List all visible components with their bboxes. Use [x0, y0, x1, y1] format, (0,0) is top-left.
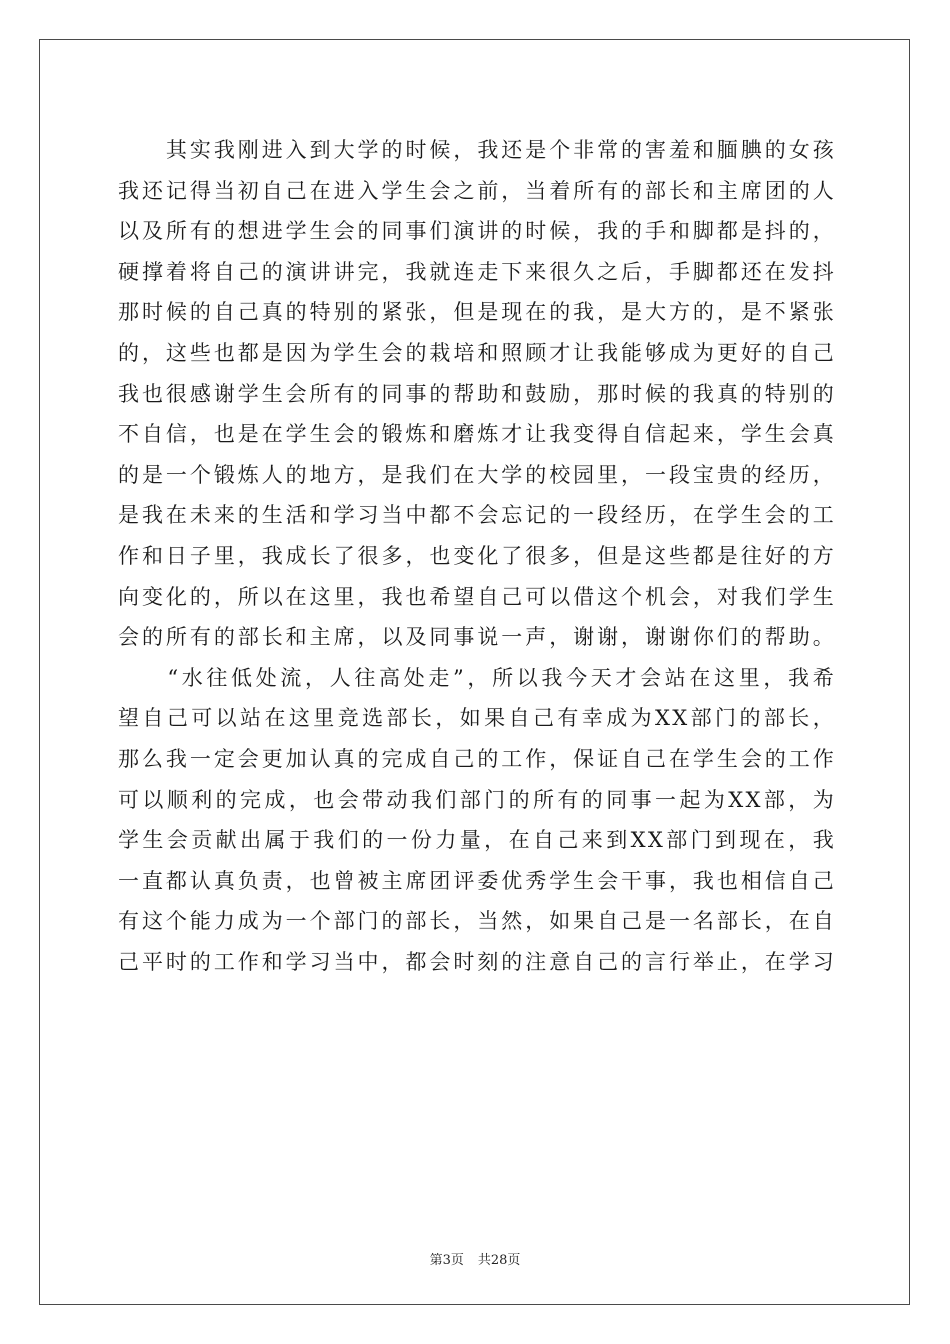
text-line: 是我在未来的生活和学习当中都不会忘记的一段经历，在学生会的工: [118, 503, 836, 528]
text-line: 的，这些也都是因为学生会的栽培和照顾才让我能够成为更好的自己: [118, 340, 836, 365]
text-line: 己平时的工作和学习当中，都会时刻的注意自己的言行举止，在学习: [118, 949, 836, 974]
text-line: 不自信，也是在学生会的锻炼和磨炼才让我变得自信起来，学生会真: [118, 422, 836, 447]
text-line: 有这个能力成为一个部门的部长，当然，如果自己是一名部长，在自: [118, 909, 836, 934]
text-line: 以及所有的想进学生会的同事们演讲的时候，我的手和脚都是抖的，: [118, 219, 836, 244]
page-number: 第3页: [429, 1253, 464, 1268]
text-line: 望自己可以站在这里竞选部长，如果自己有幸成为XX部门的部长，: [118, 706, 836, 731]
text-line: 作和日子里，我成长了很多，也变化了很多，但是这些都是往好的方: [118, 543, 836, 568]
text-line: 向变化的，所以在这里，我也希望自己可以借这个机会，对我们学生: [118, 584, 836, 609]
page-footer: [0, 1249, 950, 1268]
text-line: 一直都认真负责，也曾被主席团评委优秀学生会干事，我也相信自己: [118, 868, 836, 893]
text-line: 我还记得当初自己在进入学生会之前，当着所有的部长和主席团的人: [118, 178, 836, 203]
text-line: 其实我刚进入到大学的时候，我还是个非常的害羞和腼腆的女孩: [118, 138, 836, 162]
text-line: 硬撑着将自己的演讲讲完，我就连走下来很久之后，手脚都还在发抖: [118, 259, 836, 284]
text-line: “水往低处流，人往高处走”，所以我今天才会站在这里，我希: [118, 665, 836, 690]
text-line: 可以顺利的完成，也会带动我们部门的所有的同事一起为XX部，为: [118, 787, 836, 812]
text-line: 会的所有的部长和主席，以及同事说一声，谢谢，谢谢你们的帮助。: [118, 625, 836, 650]
document-body: [118, 130, 836, 982]
text-line: 那时候的自己真的特别的紧张，但是现在的我，是大方的，是不紧张: [118, 300, 836, 325]
page-total: 共28页: [477, 1253, 521, 1268]
text-line: 我也很感谢学生会所有的同事的帮助和鼓励，那时候的我真的特别的: [118, 381, 836, 406]
text-line: 那么我一定会更加认真的完成自己的工作，保证自己在学生会的工作: [118, 746, 836, 771]
text-line: 的是一个锻炼人的地方，是我们在大学的校园里，一段宝贵的经历，: [118, 462, 836, 487]
text-line: 学生会贡献出属于我们的一份力量，在自己来到XX部门到现在，我: [118, 828, 836, 853]
